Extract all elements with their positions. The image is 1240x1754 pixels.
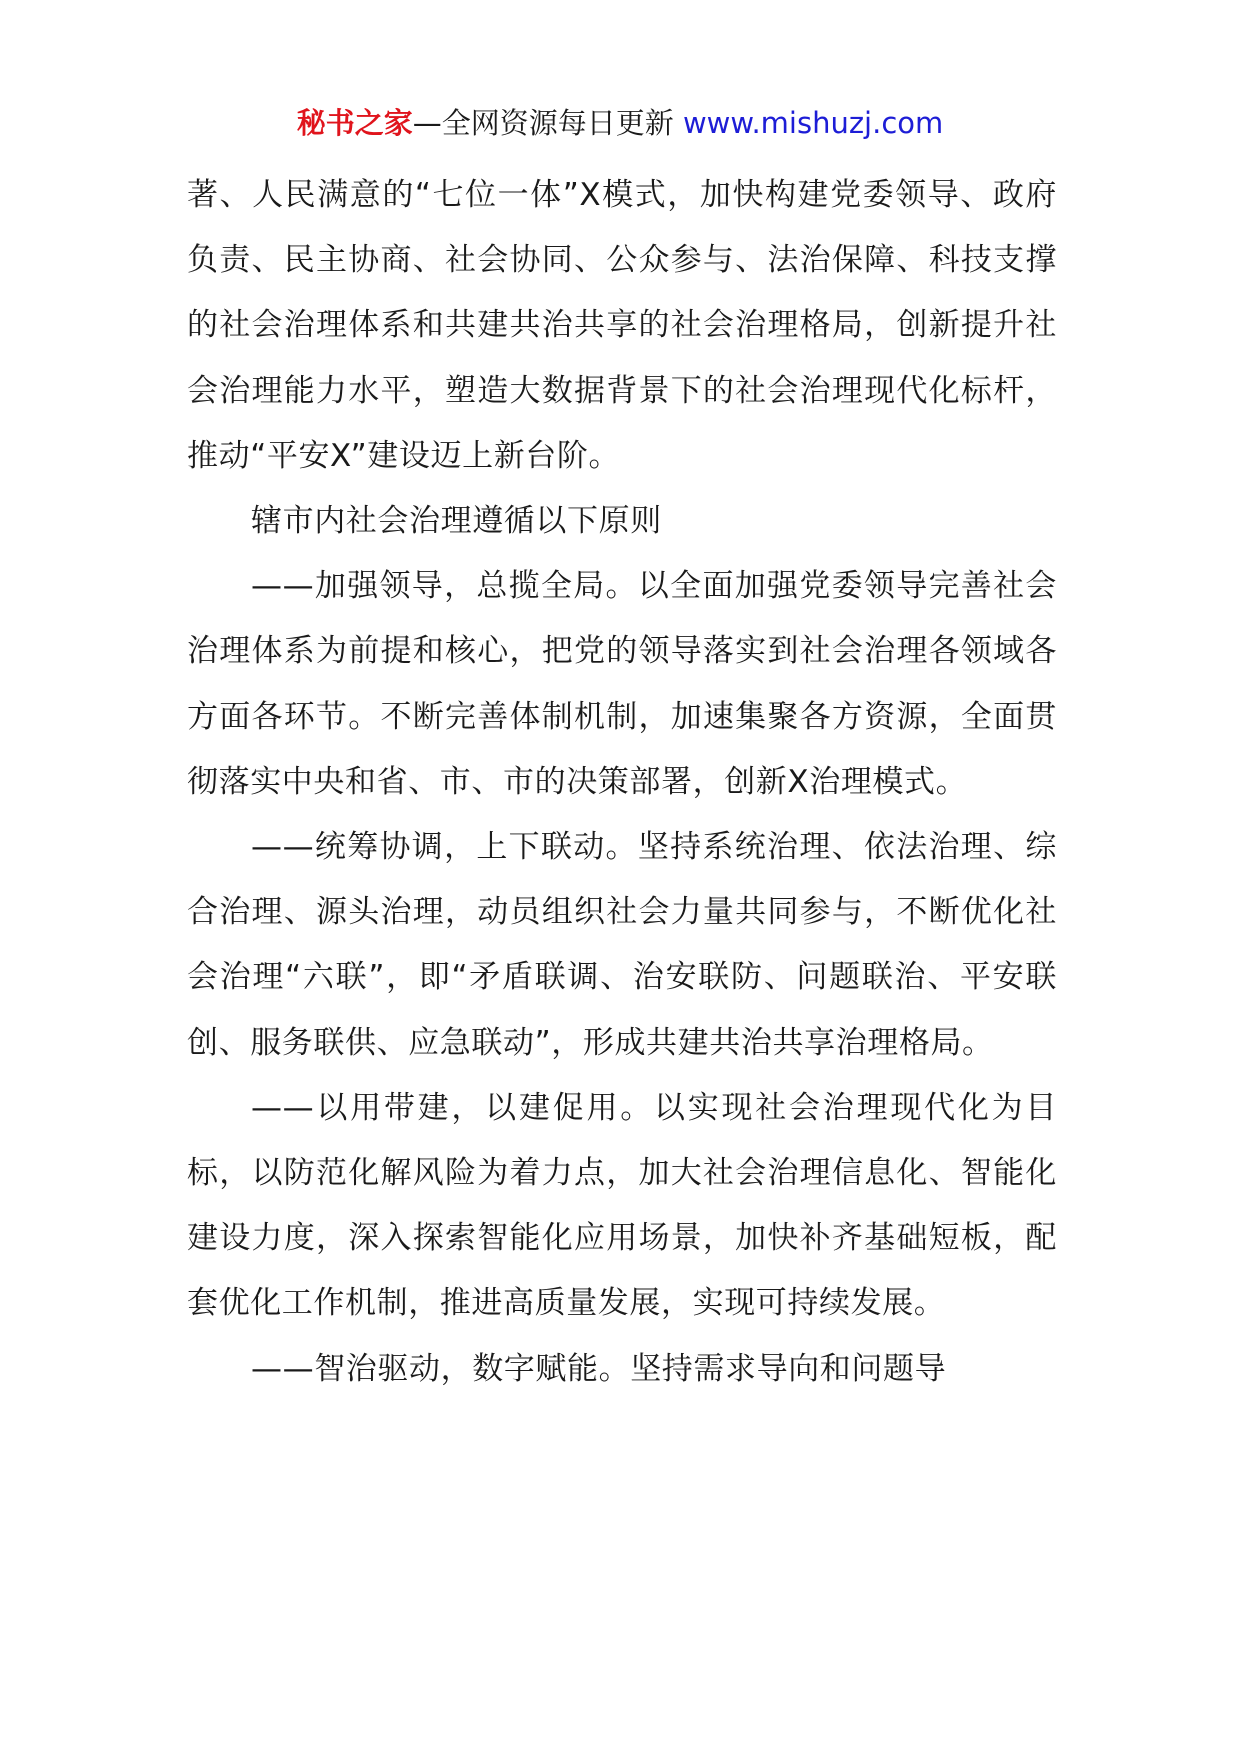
paragraph-principle-digital: ——智治驱动，数字赋能。坚持需求导向和问题导 [251, 1350, 947, 1387]
document-body [187, 163, 1057, 1402]
paragraph-principles-intro: 辖市内社会治理遵循以下原则 [251, 503, 662, 540]
paragraph-principle-coordination: ——统筹协调，上下联动。坚持系统治理、依法治理、综合治理、源头治理，动员组织社会力量共同参与，不断优化社会治理“六联”，即“矛盾联调、治安联防、问题联治、平安联创、服务联供、应急联动”，形成共建共治共享治理格局。 [187, 829, 1057, 1061]
page-header [0, 103, 1240, 143]
site-brand: 秘书之家 [296, 106, 413, 140]
site-slogan: —全网资源每日更新 [412, 106, 683, 140]
paragraph-principle-leadership: ——加强领导，总揽全局。以全面加强党委领导完善社会治理体系为前提和核心，把党的领导落实到社会治理各领域各方面各环节。不断完善体制机制，加速集聚各方资源，全面贯彻落实中央和省、市、市的决策部署，创新X治理模式。 [187, 568, 1057, 800]
paragraph-continuation: 著、人民满意的“七位一体”X模式，加快构建党委领导、政府负责、民主协商、社会协同、公众参与、法治保障、科技支撑的社会治理体系和共建共治共享的社会治理格局，创新提升社会治理能力水平，塑造大数据背景下的社会治理现代化标杆，推动“平安X”建设迈上新台阶。 [187, 177, 1057, 474]
site-url-link[interactable]: www.mishuzj.com [682, 106, 944, 140]
paragraph-principle-application: ——以用带建，以建促用。以实现社会治理现代化为目标，以防范化解风险为着力点，加大社会治理信息化、智能化建设力度，深入探索智能化应用场景，加快补齐基础短板，配套优化工作机制，推进高质量发展，实现可持续发展。 [187, 1089, 1057, 1322]
